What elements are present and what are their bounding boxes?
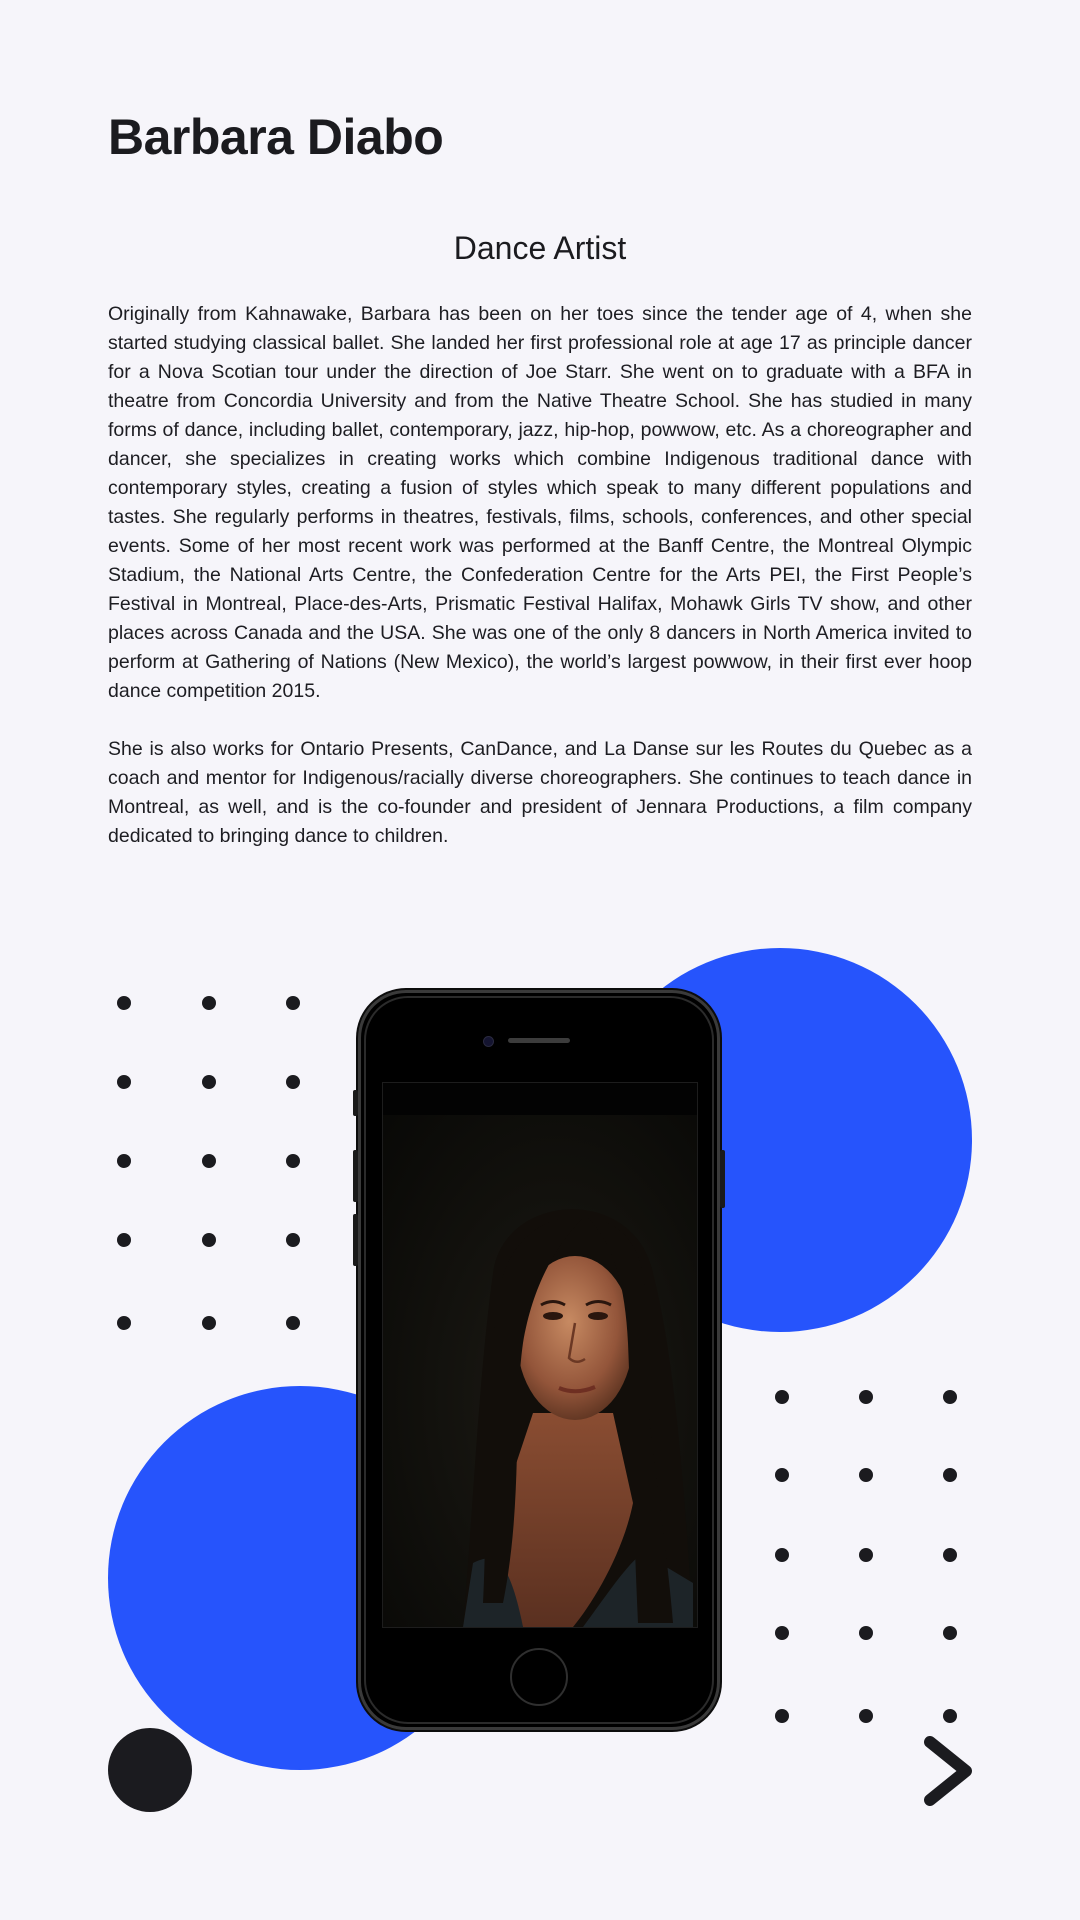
artist-portrait [382, 1082, 698, 1628]
decorative-black-dot [108, 1728, 192, 1812]
phone-speaker [508, 1038, 570, 1043]
artist-role: Dance Artist [453, 230, 627, 266]
next-button[interactable] [920, 1736, 976, 1806]
chevron-right-icon [920, 1736, 976, 1806]
artist-bio [108, 300, 972, 880]
phone-camera [483, 1036, 494, 1047]
artist-name: Barbara Diabo [108, 109, 444, 165]
bio-paragraph-1: Originally from Kahnawake, Barbara has been on her toes since the tender age of 4, when she started studying classical ballet. She landed her first professional role at age 17 as principle dancer for a Nova Scotian tour under the direction of Joe Starr. She went on to graduate with a BFA in theatre from Concordia University and from the Native Theatre School. She has studied in many forms of dance, including ballet, contemporary, jazz, hip-hop, powwow, etc. As a choreographer and dancer, she specializes in creating works which combine Indigenous traditional dance with contemporary styles, creating a fusion of styles which speak to many different populations and tastes. She regularly performs in theatres, festivals, films, schools, conferences, and other special events. Some of her most recent work was performed at the Banff Centre, the Montreal Olympic Stadium, the National Arts Centre, the Confederation Centre for the Arts PEI, the First People’s Festival in Montreal, Place-des-Arts, Prismatic Festival Halifax, Mohawk Girls TV show, and other places across Canada and the USA. She was one of the only 8 dancers in North America invited to perform at Gathering of Nations (New Mexico), the world’s largest powwow, in their first ever hoop dance competition 2015. [108, 303, 972, 702]
phone-mockup [358, 990, 720, 1730]
phone-home-button [510, 1648, 568, 1706]
bio-paragraph-2: She is also works for Ontario Presents, CanDance, and La Danse sur les Routes du Quebec as a coach and mentor for Indigenous/racially diverse choreographers. She continues to teach dance in Montreal, as well, and is the co-founder and president of Jennara Productions, a film company dedicated to bringing dance to children. [108, 738, 972, 847]
